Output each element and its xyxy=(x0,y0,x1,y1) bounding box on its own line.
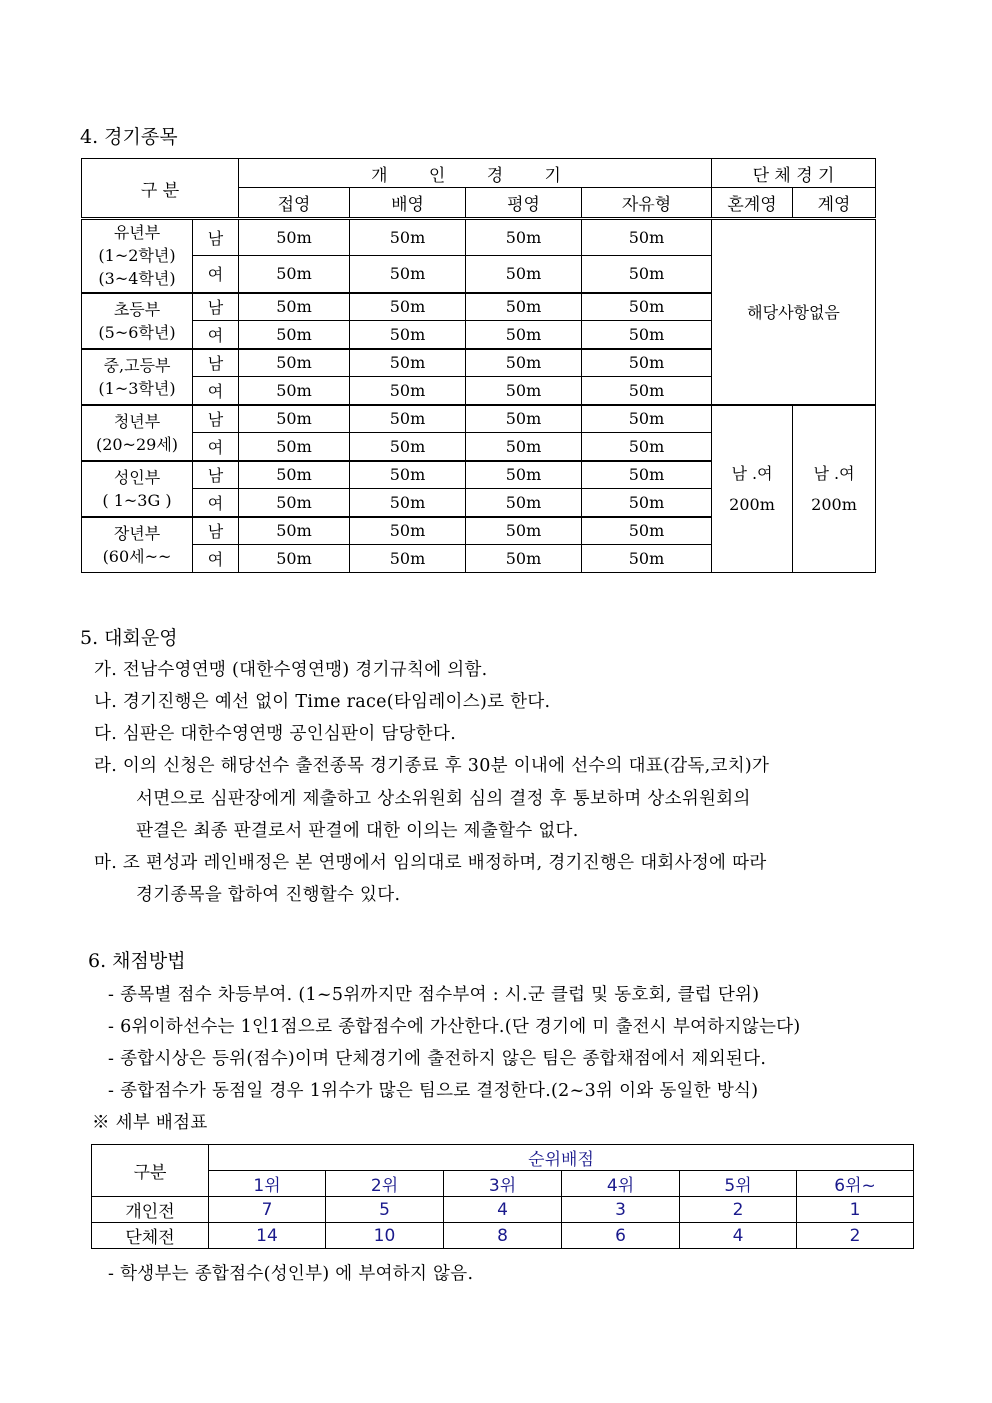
score-cell: 14 xyxy=(209,1223,326,1249)
score-cell: 5 xyxy=(326,1197,444,1223)
scoring-item: - 종합점수가 동점일 경우 1위수가 많은 팀으로 결정한다.(2~3위 이와 동일한 방식) xyxy=(108,1081,759,1101)
distance-cell: 50m xyxy=(350,489,466,517)
gender-cell: 여 xyxy=(193,433,239,461)
division-name: 유년부 xyxy=(113,223,161,243)
distance-cell: 50m xyxy=(466,219,582,256)
division-name: 중,고등부 xyxy=(103,355,171,375)
division-name: 초등부 xyxy=(113,299,161,319)
header-event: 평영 xyxy=(466,188,582,219)
rank-header: 1위 xyxy=(209,1171,326,1197)
distance-cell: 50m xyxy=(239,377,350,405)
gender-cell: 남 xyxy=(193,461,239,489)
rule-item: 나. 경기진행은 예선 없이 Time race(타임레이스)로 한다. xyxy=(94,692,551,712)
score-cell: 8 xyxy=(444,1223,562,1249)
distance-cell: 50m xyxy=(582,461,712,489)
section-5-title: 5. 대회운영 xyxy=(80,627,178,649)
rule-item-continued: 판결은 최종 판결로서 판결에 대한 이의는 제출할수 없다. xyxy=(136,821,579,841)
distance-cell: 50m xyxy=(466,349,582,377)
rank-header: 5위 xyxy=(680,1171,797,1197)
rank-header: 3위 xyxy=(444,1171,562,1197)
distance-cell: 50m xyxy=(239,219,350,256)
header-team-event: 혼계영 xyxy=(712,188,793,219)
distance-cell: 50m xyxy=(350,219,466,256)
team-gender: 남 .여 xyxy=(813,463,855,483)
footnote: - 학생부는 종합점수(성인부) 에 부여하지 않음. xyxy=(108,1264,474,1284)
distance-cell: 50m xyxy=(466,517,582,545)
distance-cell: 50m xyxy=(466,461,582,489)
score-cell: 3 xyxy=(562,1197,680,1223)
score-row-label: 단체전 xyxy=(92,1223,209,1249)
distance-cell: 50m xyxy=(466,405,582,433)
gender-cell: 남 xyxy=(193,293,239,321)
rule-item-continued: 서면으로 심판장에게 제출하고 상소위원회 심의 결정 후 통보하며 상소위원회의 xyxy=(136,789,751,809)
distance-cell: 50m xyxy=(466,545,582,573)
gender-cell: 여 xyxy=(193,377,239,405)
team-medley-cell xyxy=(712,405,793,573)
distance-cell: 50m xyxy=(350,377,466,405)
score-cell: 10 xyxy=(326,1223,444,1249)
distance-cell: 50m xyxy=(239,545,350,573)
division-range: (5~6학년) xyxy=(98,322,176,342)
rule-item: 라. 이의 신청은 해당선수 출전종목 경기종료 후 30분 이내에 선수의 대표(감독,코치)가 xyxy=(94,756,770,776)
division-cell xyxy=(82,293,193,349)
score-header-division: 구분 xyxy=(92,1145,209,1197)
section-6-title: 6. 채점방법 xyxy=(88,950,186,972)
gender-cell: 남 xyxy=(193,517,239,545)
distance-cell: 50m xyxy=(239,461,350,489)
distance-cell: 50m xyxy=(239,433,350,461)
distance-cell: 50m xyxy=(350,405,466,433)
rule-item: 마. 조 편성과 레인배정은 본 연맹에서 임의대로 배정하며, 경기진행은 대회사정에 따라 xyxy=(94,853,767,873)
distance-cell: 50m xyxy=(582,219,712,256)
distance-cell: 50m xyxy=(466,433,582,461)
score-cell: 2 xyxy=(680,1197,797,1223)
score-cell: 4 xyxy=(444,1197,562,1223)
header-event: 자유형 xyxy=(582,188,712,219)
division-name: 성인부 xyxy=(113,467,161,487)
header-team-event: 계영 xyxy=(793,188,876,219)
distance-cell: 50m xyxy=(466,377,582,405)
scoring-item: - 종합시상은 등위(점수)이며 단체경기에 출전하지 않은 팀은 종합채점에서 제외된다. xyxy=(108,1049,767,1069)
gender-cell: 여 xyxy=(193,545,239,573)
division-range: (1~3학년) xyxy=(98,378,176,398)
distance-cell: 50m xyxy=(582,433,712,461)
distance-cell: 50m xyxy=(350,293,466,321)
distance-cell: 50m xyxy=(350,433,466,461)
distance-cell: 50m xyxy=(239,256,350,293)
division-cell xyxy=(82,219,193,293)
score-cell: 7 xyxy=(209,1197,326,1223)
gender-cell: 남 xyxy=(193,349,239,377)
division-cell xyxy=(82,349,193,405)
distance-cell: 50m xyxy=(239,321,350,349)
distance-cell: 50m xyxy=(582,489,712,517)
scoring-item: - 종목별 점수 차등부여. (1~5위까지만 점수부여 : 시.군 클럽 및 동호회, 클럽 단위) xyxy=(108,985,760,1005)
distance-cell: 50m xyxy=(239,489,350,517)
score-cell: 6 xyxy=(562,1223,680,1249)
distance-cell: 50m xyxy=(582,293,712,321)
gender-cell: 남 xyxy=(193,405,239,433)
distance-cell: 50m xyxy=(466,293,582,321)
distance-cell: 50m xyxy=(582,321,712,349)
division-name: 청년부 xyxy=(113,411,161,431)
division-range: (20~29세) xyxy=(95,434,179,454)
division-range: (3~4학년) xyxy=(98,269,176,289)
team-gender: 남 .여 xyxy=(731,463,773,483)
gender-cell: 여 xyxy=(193,321,239,349)
gender-cell: 여 xyxy=(193,489,239,517)
distance-cell: 50m xyxy=(239,405,350,433)
header-individual: 개 인 경 기 xyxy=(239,159,712,188)
header-event: 접영 xyxy=(239,188,350,219)
division-range: (1~2학년) xyxy=(98,246,176,266)
events-table xyxy=(81,158,876,573)
header-team: 단 체 경 기 xyxy=(712,159,876,188)
rule-item: 가. 전남수영연맹 (대한수영연맹) 경기규칙에 의함. xyxy=(94,660,488,680)
distance-cell: 50m xyxy=(582,517,712,545)
score-row-label: 개인전 xyxy=(92,1197,209,1223)
rule-item: 다. 심판은 대한수영연맹 공인심판이 담당한다. xyxy=(94,724,457,744)
score-table-note: ※ 세부 배점표 xyxy=(92,1113,208,1133)
no-event-cell: 해당사항없음 xyxy=(712,219,876,405)
distance-cell: 50m xyxy=(350,545,466,573)
gender-cell: 남 xyxy=(193,219,239,256)
division-cell xyxy=(82,405,193,461)
distance-cell: 50m xyxy=(582,405,712,433)
distance-cell: 50m xyxy=(239,293,350,321)
header-event: 배영 xyxy=(350,188,466,219)
division-cell xyxy=(82,517,193,573)
distance-cell: 50m xyxy=(466,321,582,349)
score-header-rank: 순위배점 xyxy=(209,1145,914,1171)
header-division: 구 분 xyxy=(82,159,239,219)
distance-cell: 50m xyxy=(582,377,712,405)
score-cell: 2 xyxy=(797,1223,914,1249)
rank-header: 6위~ xyxy=(797,1171,914,1197)
rank-header: 2위 xyxy=(326,1171,444,1197)
rule-item-continued: 경기종목을 합하여 진행할수 있다. xyxy=(136,885,401,905)
distance-cell: 50m xyxy=(350,321,466,349)
division-range: (60세~~ xyxy=(102,546,172,566)
score-table xyxy=(91,1144,914,1249)
distance-cell: 50m xyxy=(350,256,466,293)
distance-cell: 50m xyxy=(582,545,712,573)
section-4-title: 4. 경기종목 xyxy=(80,126,178,148)
distance-cell: 50m xyxy=(466,256,582,293)
rank-header: 4위 xyxy=(562,1171,680,1197)
distance-cell: 50m xyxy=(466,489,582,517)
distance-cell: 50m xyxy=(350,461,466,489)
distance-cell: 50m xyxy=(582,256,712,293)
team-distance: 200m xyxy=(811,494,857,514)
distance-cell: 50m xyxy=(350,349,466,377)
score-cell: 1 xyxy=(797,1197,914,1223)
distance-cell: 50m xyxy=(239,349,350,377)
gender-cell: 여 xyxy=(193,256,239,293)
division-name: 장년부 xyxy=(113,523,161,543)
score-cell: 4 xyxy=(680,1223,797,1249)
distance-cell: 50m xyxy=(239,517,350,545)
scoring-item: - 6위이하선수는 1인1점으로 종합점수에 가산한다.(단 경기에 미 출전시 부여하지않는다) xyxy=(108,1017,801,1037)
team-relay-cell xyxy=(793,405,876,573)
team-distance: 200m xyxy=(729,494,775,514)
division-cell xyxy=(82,461,193,517)
distance-cell: 50m xyxy=(582,349,712,377)
division-range: ( 1~3G ) xyxy=(102,490,172,510)
distance-cell: 50m xyxy=(350,517,466,545)
